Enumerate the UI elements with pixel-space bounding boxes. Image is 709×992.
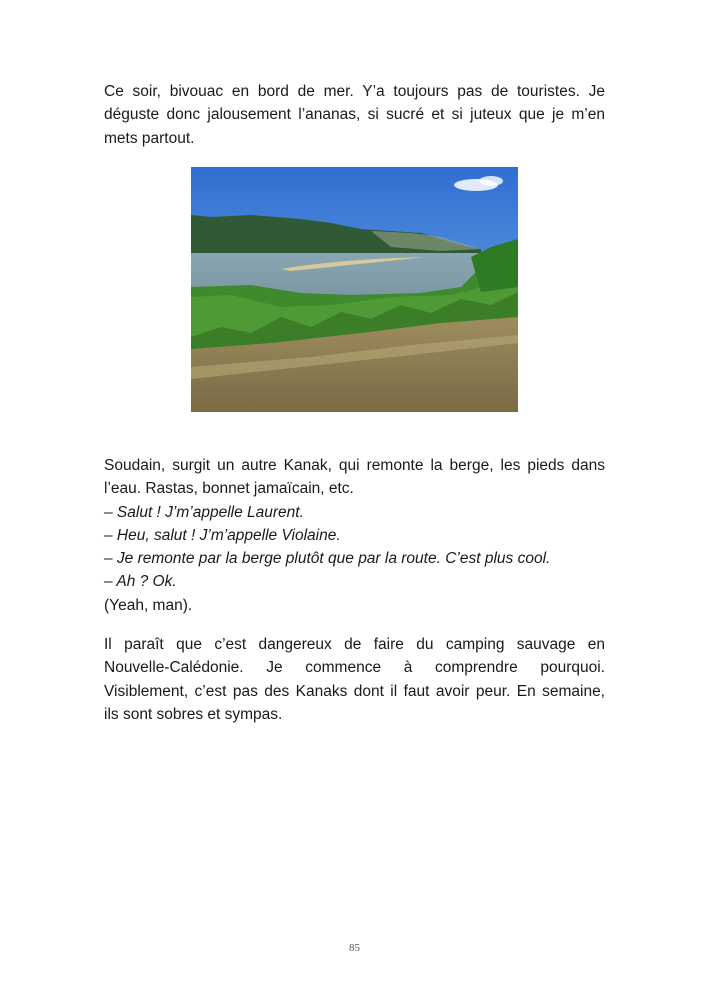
aside-line: (Yeah, man).	[104, 596, 193, 614]
page-number: 85	[349, 942, 360, 954]
dialogue-line: – Salut ! J’m’appelle Laurent.	[104, 503, 304, 521]
text-line: déguste donc jalousement l’ananas, si sucré et si juteux que je m’en	[104, 106, 605, 124]
dialogue-line: – Ah ? Ok.	[104, 573, 177, 591]
text-line: Ce soir, bivouac en bord de mer. Y’a toujours pas de touristes. Je	[104, 83, 605, 100]
text-line: Nouvelle-Calédonie. Je commence à comprendre pourquoi.	[104, 659, 605, 677]
text-line: mets partout.	[104, 129, 195, 147]
text-line: Visiblement, c’est pas des Kanaks dont il faut avoir peur. En semaine,	[104, 682, 605, 700]
dialogue-line: – Heu, salut ! J’m’appelle Violaine.	[104, 526, 341, 544]
text-line: Soudain, surgit un autre Kanak, qui remonte la berge, les pieds dans	[104, 457, 605, 474]
text-line: ils sont sobres et sympas.	[104, 705, 283, 723]
paragraph-camping	[104, 633, 605, 726]
paragraph-encounter	[104, 454, 605, 617]
dialogue-line: – Je remonte par la berge plutôt que par la route. C’est plus cool.	[104, 550, 551, 568]
landscape-photo	[191, 167, 518, 412]
text-line: l’eau. Rastas, bonnet jamaïcain, etc.	[104, 480, 354, 498]
text-line: Il paraît que c’est dangereux de faire du camping sauvage en	[104, 636, 605, 653]
paragraph-bivouac	[104, 80, 605, 150]
